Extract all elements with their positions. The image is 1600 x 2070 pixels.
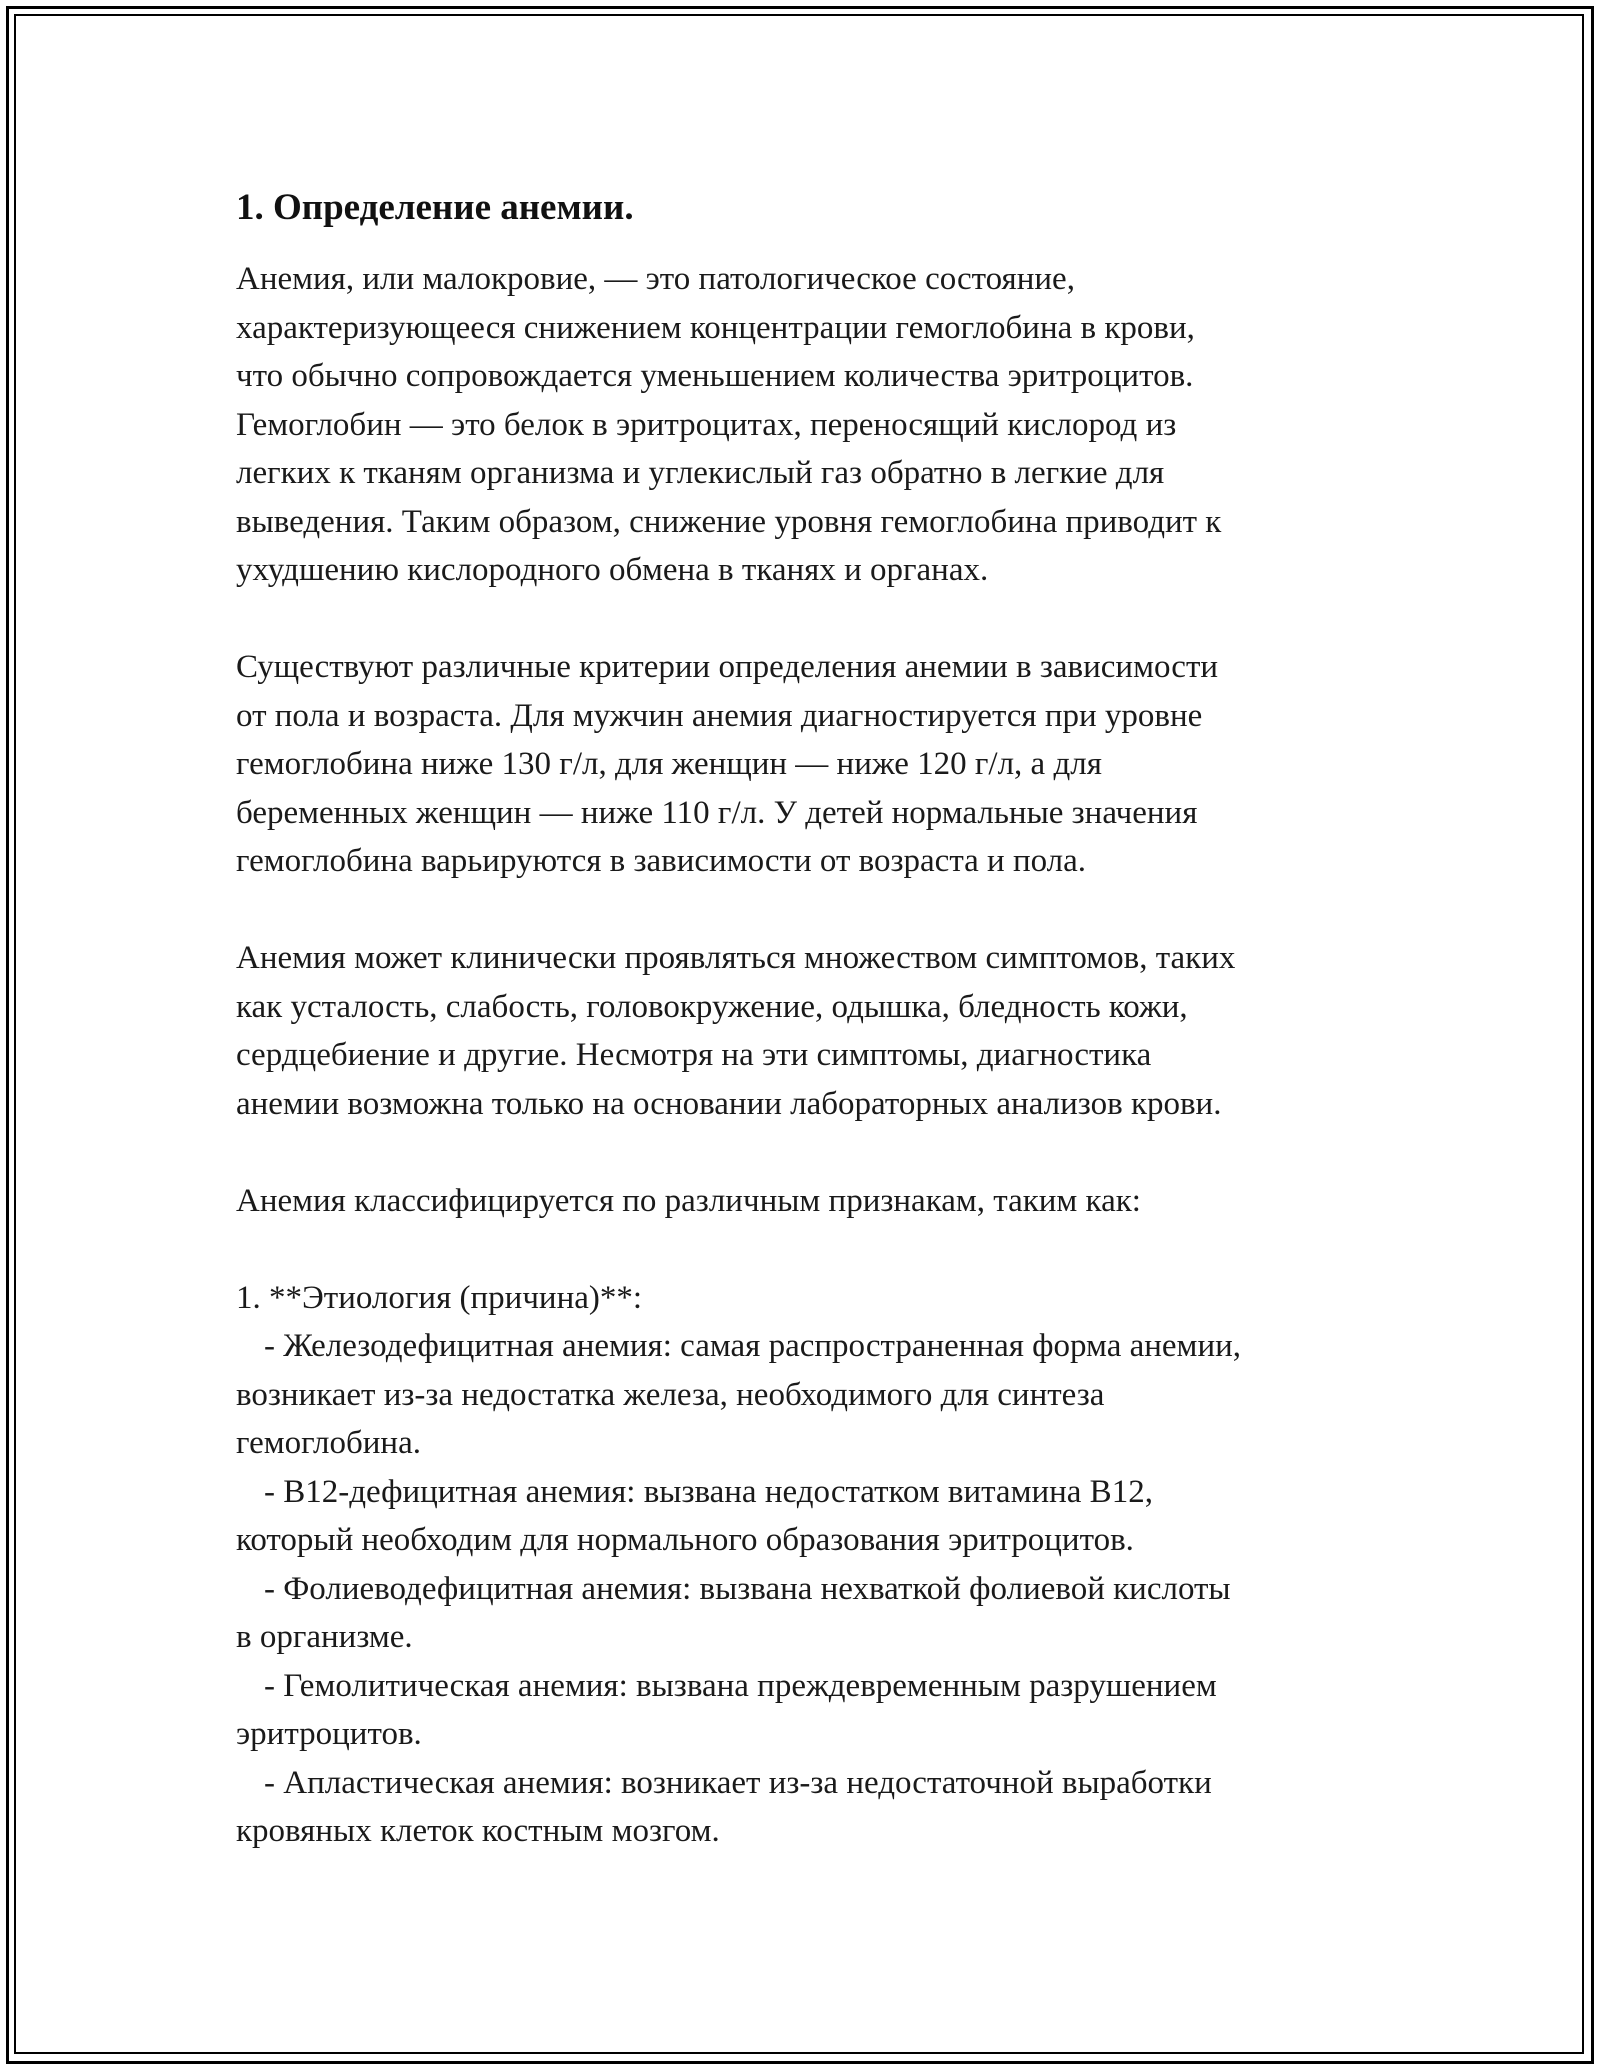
list-item-first-line: - Железодефицитная анемия: самая распространенная форма анемии, <box>264 1328 1242 1364</box>
document-body <box>236 184 1396 1856</box>
paragraph-symptoms: Анемия может клинически проявляться множеством симптомов, таких как усталость, слабость, головокружение, одышка, бледность кожи, сердцебиение и другие. Несмотря на эти симптомы, диагностика анемии возможна только на основании лабораторных анализов крови. <box>236 940 1236 1122</box>
list-item-continuation: который необходим для нормального образования эритроцитов. <box>236 1522 1134 1558</box>
list-item <box>236 1322 1396 1468</box>
paragraph-gap <box>236 1225 1396 1274</box>
list-item <box>236 1662 1396 1759</box>
list-item <box>236 1468 1396 1565</box>
paragraph-gap <box>236 886 1396 935</box>
list-item-first-line: - Фолиеводефицитная анемия: вызвана нехваткой фолиевой кислоты <box>264 1570 1231 1607</box>
section-heading: 1. Определение анемии. <box>236 187 634 228</box>
list-item-first-line: - Апластическая анемия: возникает из-за недостаточной выработки <box>264 1764 1212 1801</box>
list-item <box>236 1759 1396 1856</box>
list-item-continuation: возникает из-за недостатка железа, необходимого для синтеза гемоглобина. <box>236 1376 1105 1461</box>
list-item-continuation: эритроцитов. <box>236 1716 422 1752</box>
list-item-continuation: кровяных клеток костным мозгом. <box>236 1813 720 1849</box>
paragraph-gap <box>236 1128 1396 1177</box>
paragraph-definition: Анемия, или малокровие, — это патологическое состояние, характеризующееся снижением концентрации гемоглобина в крови, что обычно сопровождается уменьшением количества эритроцитов. Гемоглобин — это белок в эритроцитах, переносящий кислород из легких к тканям организма и углекислый газ обратно в легкие для выведения. Таким образом, снижение уровня гемоглобина приводит к ухудшению кислородного обмена в тканях и органах. <box>236 261 1222 588</box>
paragraph-classification-intro: Анемия классифицируется по различным признакам, таким как: <box>236 1182 1141 1219</box>
paragraph-gap <box>236 595 1396 644</box>
list-item-continuation: в организме. <box>236 1619 413 1655</box>
paragraph-criteria: Существуют различные критерии определения анемии в зависимости от пола и возраста. Для мужчин анемия диагностируется при уровне гемоглобина ниже 130 г/л, для женщин — ниже 120 г/л, а для беременных женщин — ниже 110 г/л. У детей нормальные значения гемоглобина варьируются в зависимости от возраста и пола. <box>236 649 1219 879</box>
list-item-first-line: - Гемолитическая анемия: вызвана преждевременным разрушением <box>264 1667 1217 1704</box>
list-title-etiology: 1. **Этиология (причина)**: <box>236 1279 643 1316</box>
list-item-first-line: - B12-дефицитная анемия: вызвана недостатком витамина B12, <box>264 1473 1153 1510</box>
list-item <box>236 1565 1396 1662</box>
